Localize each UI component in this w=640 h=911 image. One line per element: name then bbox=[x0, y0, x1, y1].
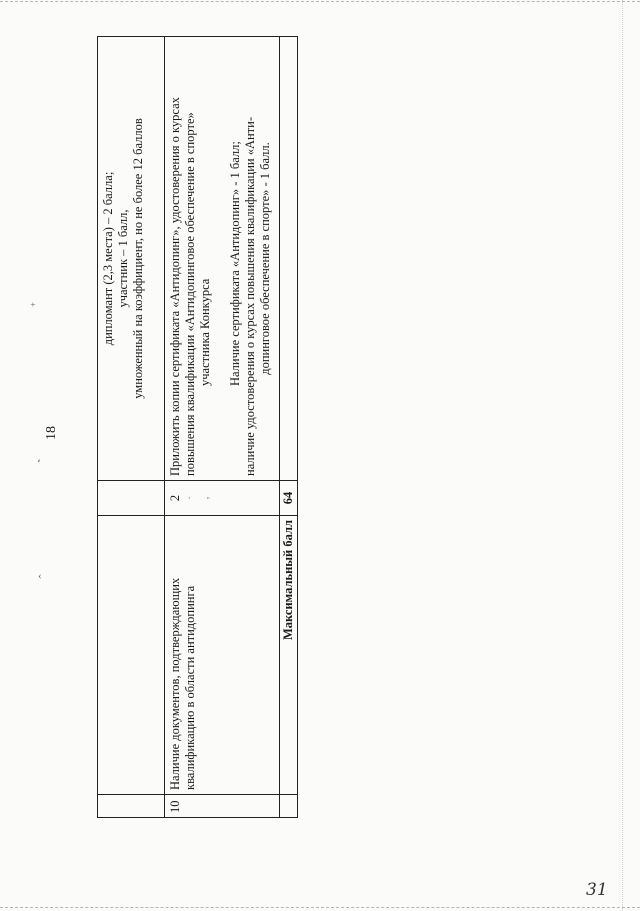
scan-edge-right bbox=[622, 0, 623, 911]
scan-edge-bottom bbox=[0, 907, 640, 908]
scan-speck: ، bbox=[37, 453, 41, 465]
scan-speck: , bbox=[200, 496, 211, 500]
continuation-cell bbox=[98, 37, 165, 481]
total-label bbox=[280, 516, 298, 795]
table-cell bbox=[280, 37, 298, 481]
instruction-text: Приложить копии сертификата «Антидопинг», удостоверения о курсах повышения квалификации «Антидопинговое обеспечение в спорте» bbox=[168, 97, 197, 476]
max-points-value: 2 bbox=[168, 494, 182, 502]
table-row bbox=[98, 37, 165, 818]
total-label-text: Максимальный балл bbox=[281, 520, 295, 641]
scoring-line: участник – 1 балл, bbox=[116, 209, 130, 308]
handwritten-sheet-number: 31 bbox=[586, 880, 608, 900]
scoring-text: наличие удостоверения о курсах повышения квалификации «Анти- bbox=[243, 117, 257, 476]
instruction-text: участника Конкурса bbox=[198, 278, 212, 386]
scan-speck: · bbox=[185, 496, 196, 500]
scoring-text: Наличие сертификата «Антидопинг» - 1 балл; bbox=[228, 141, 242, 386]
scan-speck: ‹ bbox=[38, 570, 42, 582]
total-value: 64 bbox=[280, 481, 298, 516]
table-cell bbox=[280, 795, 298, 818]
criteria-table bbox=[97, 36, 294, 818]
max-points bbox=[165, 481, 280, 516]
scan-speck: ⁺ bbox=[30, 301, 36, 313]
row-number: 10 bbox=[165, 795, 280, 818]
scoring-line: умноженный на коэффициент, но не более 12 баллов bbox=[131, 118, 145, 399]
table-cell bbox=[98, 481, 165, 516]
criterion-text: Наличие документов, подтверждающих квалификацию в области антидопинга bbox=[165, 516, 280, 795]
table-cell bbox=[98, 795, 165, 818]
scoring-text: допинговое обеспечение в спорте» - 1 балл. bbox=[258, 142, 272, 375]
scoring-line: дипломант (2,3 места) – 2 балла; bbox=[101, 171, 115, 346]
instruction-cell bbox=[165, 37, 280, 481]
scan-edge-top bbox=[0, 1, 640, 2]
table-cell bbox=[98, 516, 165, 795]
table-row-total bbox=[280, 37, 298, 818]
table-row bbox=[165, 37, 280, 818]
page-number: 18 bbox=[44, 426, 59, 440]
